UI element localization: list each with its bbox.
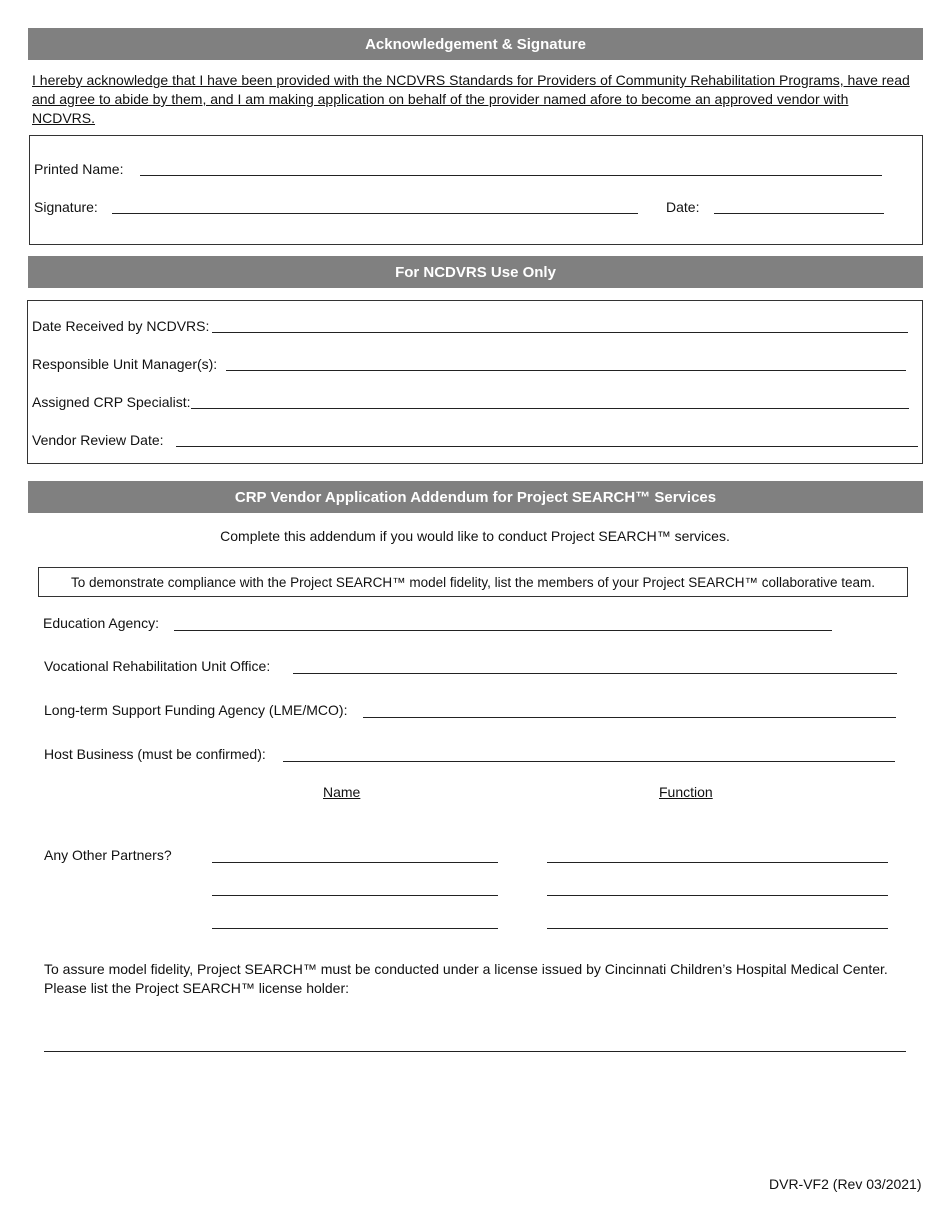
- vendor-review-field[interactable]: [176, 446, 918, 447]
- signature-field[interactable]: [112, 213, 638, 214]
- office-use-box: [27, 300, 923, 464]
- date-field[interactable]: [714, 213, 884, 214]
- host-business-field[interactable]: [283, 761, 895, 762]
- signature-box: [29, 135, 923, 245]
- printed-name-field[interactable]: [140, 175, 882, 176]
- signature-label: Signature:: [34, 199, 98, 215]
- partner-name-field[interactable]: [212, 895, 498, 896]
- date-received-field[interactable]: [212, 332, 908, 333]
- host-business-label: Host Business (must be confirmed):: [44, 746, 266, 762]
- unit-manager-field[interactable]: [226, 370, 906, 371]
- partner-function-field[interactable]: [547, 862, 888, 863]
- vr-unit-office-field[interactable]: [293, 673, 897, 674]
- vendor-review-label: Vendor Review Date:: [32, 432, 164, 448]
- license-holder-field[interactable]: [44, 1051, 906, 1052]
- partner-name-field[interactable]: [212, 928, 498, 929]
- license-text-line1: To assure model fidelity, Project SEARCH™ must be conducted under a license issued by Cincinnati Children’s Hospital Medical Center.: [44, 961, 888, 977]
- office-section-header: For NCDVRS Use Only: [28, 256, 923, 288]
- addendum-intro: Complete this addendum if you would like to conduct Project SEARCH™ services.: [220, 528, 730, 544]
- ltss-agency-field[interactable]: [363, 717, 896, 718]
- printed-name-label: Printed Name:: [34, 161, 124, 177]
- partner-function-field[interactable]: [547, 895, 888, 896]
- ltss-agency-label: Long-term Support Funding Agency (LME/MCO):: [44, 702, 348, 718]
- partner-function-field[interactable]: [547, 928, 888, 929]
- date-received-label: Date Received by NCDVRS:: [32, 318, 210, 334]
- ack-statement: I hereby acknowledge that I have been provided with the NCDVRS Standards for Providers of Community Rehabilitation Programs, have read and agree to abide by them, and I am making application on behalf of the provider named afore to become an approved vendor with NCDVRS.: [32, 72, 910, 126]
- ack-section-header: Acknowledgement & Signature: [28, 28, 923, 60]
- date-label: Date:: [666, 199, 700, 215]
- education-agency-field[interactable]: [174, 630, 832, 631]
- crp-specialist-label: Assigned CRP Specialist:: [32, 394, 191, 410]
- education-agency-label: Education Agency:: [43, 615, 159, 631]
- name-column-header: Name: [323, 784, 361, 800]
- other-partners-label: Any Other Partners?: [44, 847, 172, 863]
- vr-unit-office-label: Vocational Rehabilitation Unit Office:: [44, 658, 271, 674]
- crp-specialist-field[interactable]: [191, 408, 909, 409]
- unit-manager-label: Responsible Unit Manager(s):: [32, 356, 218, 372]
- form-id: DVR-VF2 (Rev 03/2021): [769, 1176, 922, 1192]
- partner-name-field[interactable]: [212, 862, 498, 863]
- function-column-header: Function: [659, 784, 713, 800]
- addendum-instruction: To demonstrate compliance with the Project SEARCH™ model fidelity, list the members of your Project SEARCH™ collaborative team.: [38, 567, 908, 597]
- addendum-section-header: CRP Vendor Application Addendum for Project SEARCH™ Services: [28, 481, 923, 513]
- license-text-line2: Please list the Project SEARCH™ license holder:: [44, 980, 350, 996]
